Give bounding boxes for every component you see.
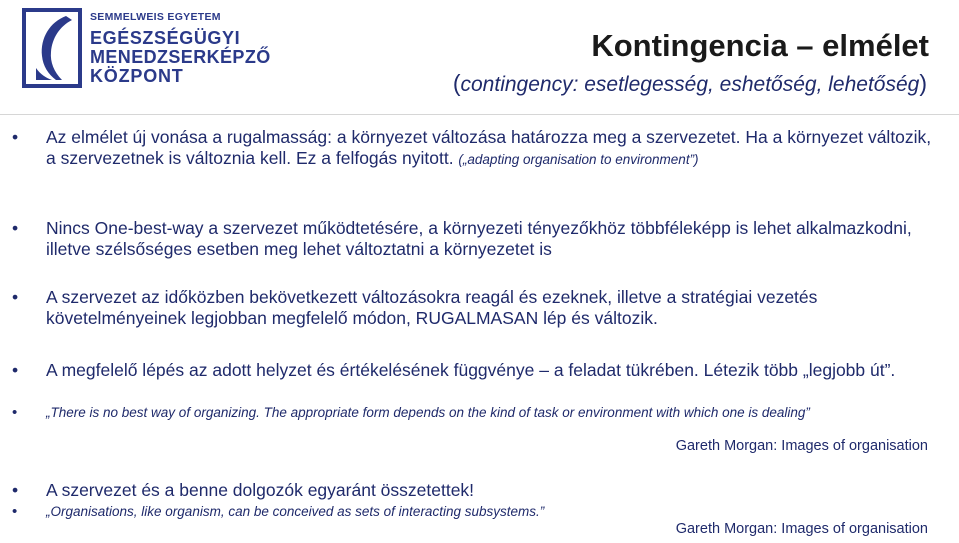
bullet-reaction: • A szervezet az időközben bekövetkezett változásokra reagál és ezeknek, illetve a stratégiai vezetés követelményeinek legjobban megfelelő módon, RUGALMASAN lép és változik. [46,287,936,329]
subtitle-text: contingency: esetlegesség, eshetőség, lehetőség [460,73,920,96]
subtitle-close-paren: ) [919,70,927,96]
header-divider [0,114,959,115]
bullet-flexibility-text: Az elmélet új vonása a rugalmasság: a környezet változása határozza meg a szervezetet. Ha a környezet változik, a szervezetnek is változnia kell. Ez a felfogás nyitott. [46,127,932,168]
bullet-one-best-way: • Nincs One-best-way a szervezet működtetésére, a környezeti tényezőkhöz többféleképp is lehet alkalmazkodni, illetve szélsőséges esetben meg lehet változtatni a környezetet is [46,218,936,260]
bullet-quote-best-way: • „There is no best way of organizing. The appropriate form depends on the kind of task or environment with which one is dealing” [46,404,936,421]
bullet-appropriate-step: • A megfelelő lépés az adott helyzet és értékelésének függvénye – a feladat tükrében. Létezik több „legjobb út”. [46,360,936,381]
bullet-flexibility-english: („adapting organisation to environment”) [458,152,699,167]
bullet-quote-subsystems: • „Organisations, like organism, can be conceived as sets of interacting subsystems.” [46,503,936,520]
university-seal-icon [22,8,82,88]
logo-line-3: KÖZPONT [90,66,184,86]
bullet-complexity: • A szervezet és a benne dolgozók egyaránt összetettek! [46,480,936,501]
bullet-flexibility [46,127,936,170]
slide-subtitle [453,70,927,97]
logo-wordmark [90,8,271,86]
logo-line-university: SEMMELWEIS EGYETEM [90,11,221,23]
logo-line-2: MENEDZSERKÉPZŐ [90,47,271,67]
institution-logo [22,8,271,92]
citation-morgan-1: Gareth Morgan: Images of organisation [675,438,928,454]
slide-title: Kontingencia – elmélet [591,28,929,63]
citation-morgan-2: Gareth Morgan: Images of organisation [675,521,928,537]
subtitle-open-paren: ( [452,70,461,96]
logo-line-1: EGÉSZSÉGÜGYI [90,28,241,48]
